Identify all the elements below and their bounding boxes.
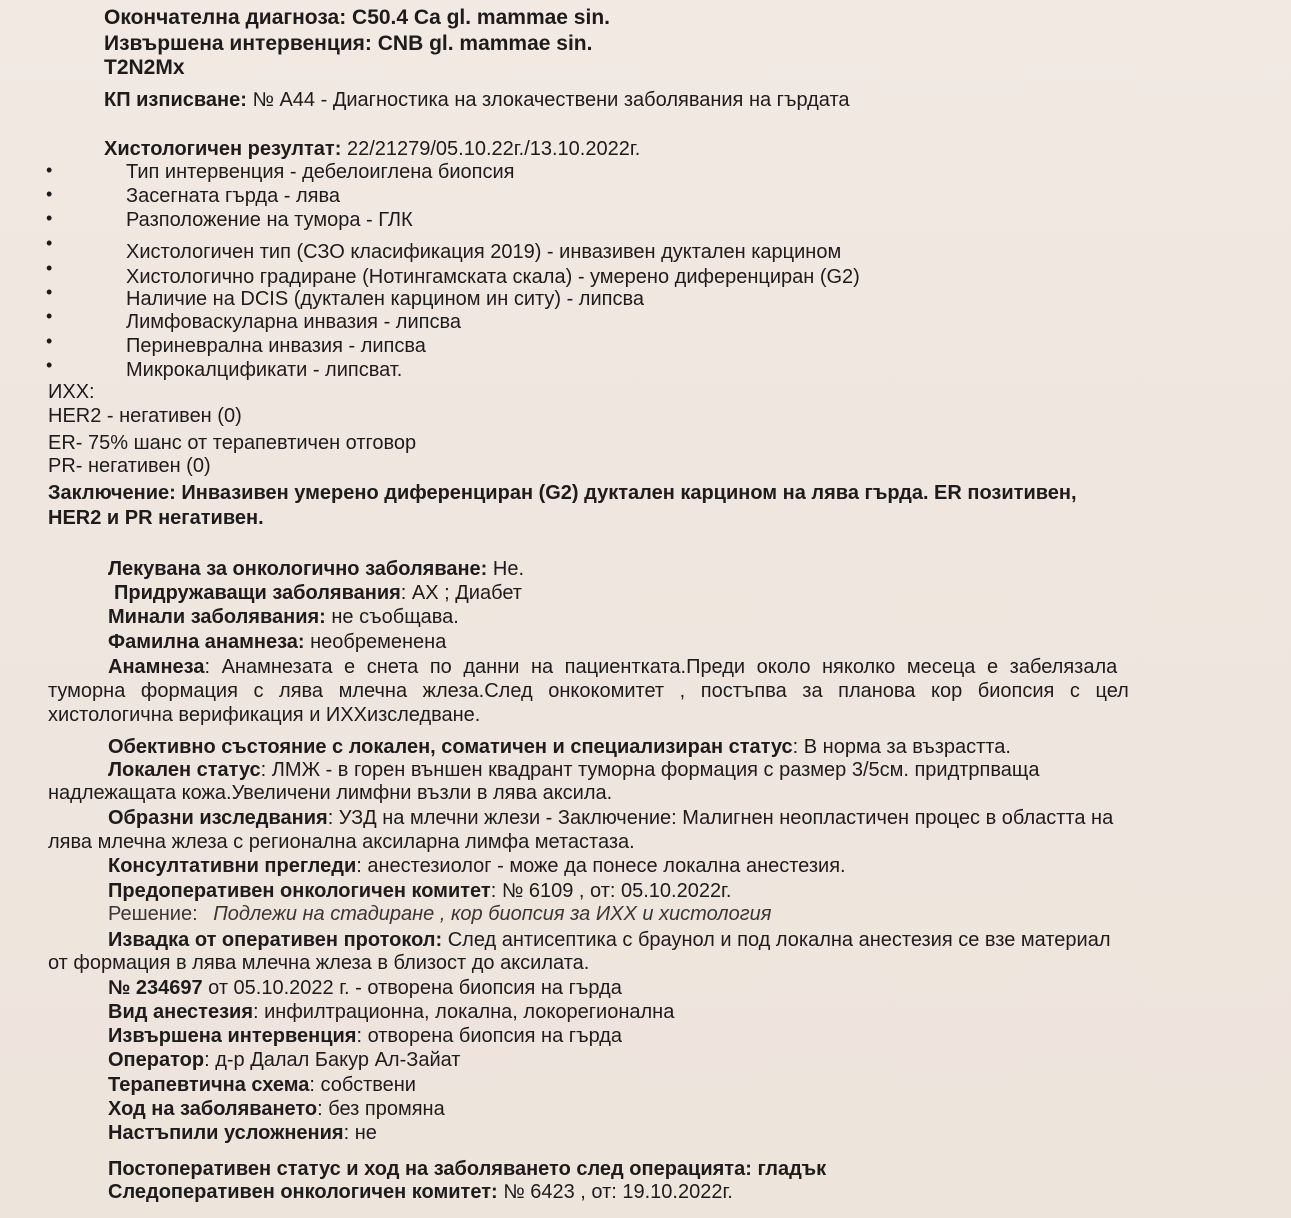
excerpt-line1: След антисептика с браунол и под локална анестезия се взе материал bbox=[442, 929, 1111, 951]
bullet-icon: • bbox=[46, 282, 53, 302]
anamnesis-line2: туморна формация с лява млечна жлеза.След онкокомитет , постъпва за планова кор биопсия с цел bbox=[48, 680, 1129, 702]
treated-oncology bbox=[108, 557, 524, 581]
final-diagnosis-label: Окончателна диагноза: bbox=[104, 6, 347, 29]
imaging bbox=[108, 806, 1113, 830]
list-item: Засегната гърда - лява bbox=[126, 185, 341, 207]
list-item: Лимфоваскуларна инвазия - липсва bbox=[126, 311, 461, 333]
conclusion-label: Заключение: bbox=[48, 482, 176, 504]
anamnesis bbox=[108, 655, 1117, 679]
ihc-er: ER- 75% шанс от терапевтичен отговор bbox=[48, 432, 417, 454]
final-diagnosis bbox=[104, 6, 610, 30]
therapy-scheme bbox=[108, 1073, 416, 1097]
compl-value: : не bbox=[343, 1122, 377, 1144]
conclusion bbox=[48, 481, 1077, 505]
postop-committee-label: Следоперативен онкологичен комитет: bbox=[108, 1181, 498, 1203]
decision bbox=[108, 902, 771, 926]
comorb-label: Придружаващи заболявания bbox=[114, 582, 401, 604]
therapy-label: Терапевтична схема bbox=[108, 1074, 310, 1096]
intervention-label: Извършена интервенция: bbox=[104, 32, 372, 55]
operator-value: : д-р Далал Бакур Ал-Зайат bbox=[204, 1049, 461, 1071]
imaging-label: Образни изследвания bbox=[108, 807, 328, 829]
protocol-value: от 05.10.2022 г. - отворена биопсия на гърда bbox=[202, 977, 622, 999]
interv-label: Извършена интервенция bbox=[108, 1025, 357, 1047]
postop-committee bbox=[108, 1180, 733, 1204]
compl-label: Настъпили усложнения bbox=[108, 1122, 344, 1144]
local-line2: надлежащата кожа.Увеличени лимфни възли в лява аксила. bbox=[48, 782, 613, 804]
complications bbox=[108, 1121, 377, 1145]
bullet-icon: • bbox=[46, 331, 53, 351]
bullet-icon: • bbox=[46, 160, 53, 180]
kp-discharge bbox=[104, 88, 850, 112]
treated-value: Не. bbox=[492, 558, 525, 580]
postop-status bbox=[108, 1157, 826, 1181]
anesthesia bbox=[108, 1000, 674, 1024]
family-value: необременена bbox=[310, 631, 447, 653]
kp-value: № А44 - Диагностика на злокачествени заболявания на гърдата bbox=[252, 89, 850, 111]
preop-label: Предоперативен онкологичен комитет bbox=[108, 880, 491, 902]
preop-committee bbox=[108, 879, 731, 903]
list-item: Разположение на тумора - ГЛК bbox=[126, 209, 413, 231]
list-item: Хистологичен тип (СЗО класификация 2019) - инвазивен дуктален карцином bbox=[126, 241, 842, 263]
therapy-value: : собствени bbox=[309, 1074, 416, 1096]
consultations bbox=[108, 854, 846, 878]
interv-value: : отворена биопсия на гърда bbox=[356, 1025, 623, 1047]
kp-label: КП изписване: bbox=[104, 89, 247, 111]
family-history bbox=[108, 630, 446, 654]
list-item: Тип интервенция - дебелоиглена биопсия bbox=[126, 161, 515, 183]
bullet-icon: • bbox=[46, 184, 53, 204]
anamnesis-label: Анамнеза bbox=[108, 656, 205, 678]
local-line1: : ЛМЖ - в горен външен квадрант туморна формация с размер 3/5см. придтрпваща bbox=[260, 759, 1040, 781]
postop-status-text: Постоперативен статус и ход на заболяването след операцията: гладък bbox=[108, 1158, 827, 1180]
anesth-label: Вид анестезия bbox=[108, 1001, 253, 1023]
list-item: Хистологично градиране (Нотингамската скала) - умерено диференциран (G2) bbox=[126, 266, 860, 288]
bullet-icon: • bbox=[46, 355, 53, 375]
consult-value: : анестезиолог - може да понесе локална анестезия. bbox=[356, 855, 846, 877]
objective-value: : В норма за възрастта. bbox=[792, 736, 1011, 758]
anamnesis-line1: : Анамнезата е снета по данни на пациентката.Преди около няколко месеца е забелязала bbox=[204, 656, 1118, 678]
comorb-value: : АХ ; Диабет bbox=[400, 582, 522, 604]
conclusion-line1: Инвазивен умерено диференциран (G2) дуктален карцином на лява гърда. ER позитивен, bbox=[181, 482, 1077, 504]
course-value: : без промяна bbox=[317, 1098, 445, 1120]
ihc-title: ИХХ: bbox=[48, 381, 95, 403]
intervention bbox=[104, 32, 592, 56]
histology-label: Хистологичен резултат: bbox=[104, 138, 342, 160]
preop-value: : № 6109 , от: 05.10.2022г. bbox=[490, 880, 732, 902]
local-status bbox=[108, 758, 1040, 782]
anesth-value: : инфилтрационна, локална, локорегионална bbox=[253, 1001, 675, 1023]
ihc-pr: PR- негативен (0) bbox=[48, 455, 211, 477]
past-label: Минали заболявания: bbox=[108, 606, 326, 628]
list-item: Наличие на DCIS (дуктален карцином ин ситу) - липсва bbox=[126, 288, 644, 310]
excerpt-label: Извадка от оперативен протокол: bbox=[108, 929, 443, 951]
tnm-stage bbox=[104, 56, 185, 80]
conclusion-line2: HER2 и PR негативен. bbox=[48, 507, 264, 529]
course-label: Ход на заболяването bbox=[108, 1098, 318, 1120]
performed-intervention bbox=[108, 1024, 622, 1048]
local-label: Локален статус bbox=[108, 759, 261, 781]
anamnesis-line3: хистологична верификация и ИХХизследване. bbox=[48, 704, 481, 726]
list-item: Периневрална инвазия - липсва bbox=[126, 335, 426, 357]
postop-committee-value: № 6423 , от: 19.10.2022г. bbox=[497, 1181, 733, 1203]
consult-label: Консултативни прегледи bbox=[108, 855, 357, 877]
past-diseases bbox=[108, 605, 459, 629]
decision-value: Подлежи на стадиране , кор биопсия за ИХХ и хистология bbox=[213, 903, 772, 925]
past-value: не съобщава. bbox=[331, 606, 459, 628]
histology-result bbox=[104, 137, 640, 161]
imaging-line2: лява млечна жлеза с регионална аксиларна лимфа метастаза. bbox=[48, 831, 635, 853]
tnm-value: T2N2Mx bbox=[104, 56, 185, 79]
conclusion-cont bbox=[48, 506, 264, 530]
protocol-number: № 234697 bbox=[108, 977, 203, 999]
bullet-icon: • bbox=[46, 208, 53, 228]
imaging-line1: : УЗД на млечни жлези - Заключение: Малигнен неопластичен процес в областта на bbox=[327, 807, 1114, 829]
family-label: Фамилна анамнеза: bbox=[108, 631, 305, 653]
objective-status bbox=[108, 735, 1011, 759]
operator bbox=[108, 1048, 460, 1072]
objective-label: Обективно състояние с локален, соматичен и специализиран статус bbox=[108, 736, 793, 758]
decision-label: Решение: bbox=[108, 903, 198, 925]
comorbidities bbox=[114, 581, 522, 605]
protocol bbox=[108, 976, 622, 1000]
list-item: Микрокалцификати - липсват. bbox=[126, 359, 403, 381]
operator-label: Оператор bbox=[108, 1049, 205, 1071]
bullet-icon: • bbox=[46, 306, 53, 326]
bullet-icon: • bbox=[46, 233, 53, 253]
histology-value: 22/21279/05.10.22г./13.10.2022г. bbox=[346, 138, 641, 160]
excerpt-line2: от формация в лява млечна жлеза в близост до аксилата. bbox=[48, 952, 590, 974]
treated-label: Лекувана за онкологично заболяване: bbox=[108, 558, 488, 580]
disease-course bbox=[108, 1097, 445, 1121]
bullet-icon: • bbox=[46, 258, 53, 278]
final-diagnosis-value: C50.4 Ca gl. mammae sin. bbox=[352, 6, 610, 29]
ihc-her2: HER2 - негативен (0) bbox=[48, 405, 242, 427]
intervention-value: CNB gl. mammae sin. bbox=[377, 32, 593, 55]
operative-excerpt bbox=[108, 928, 1111, 952]
